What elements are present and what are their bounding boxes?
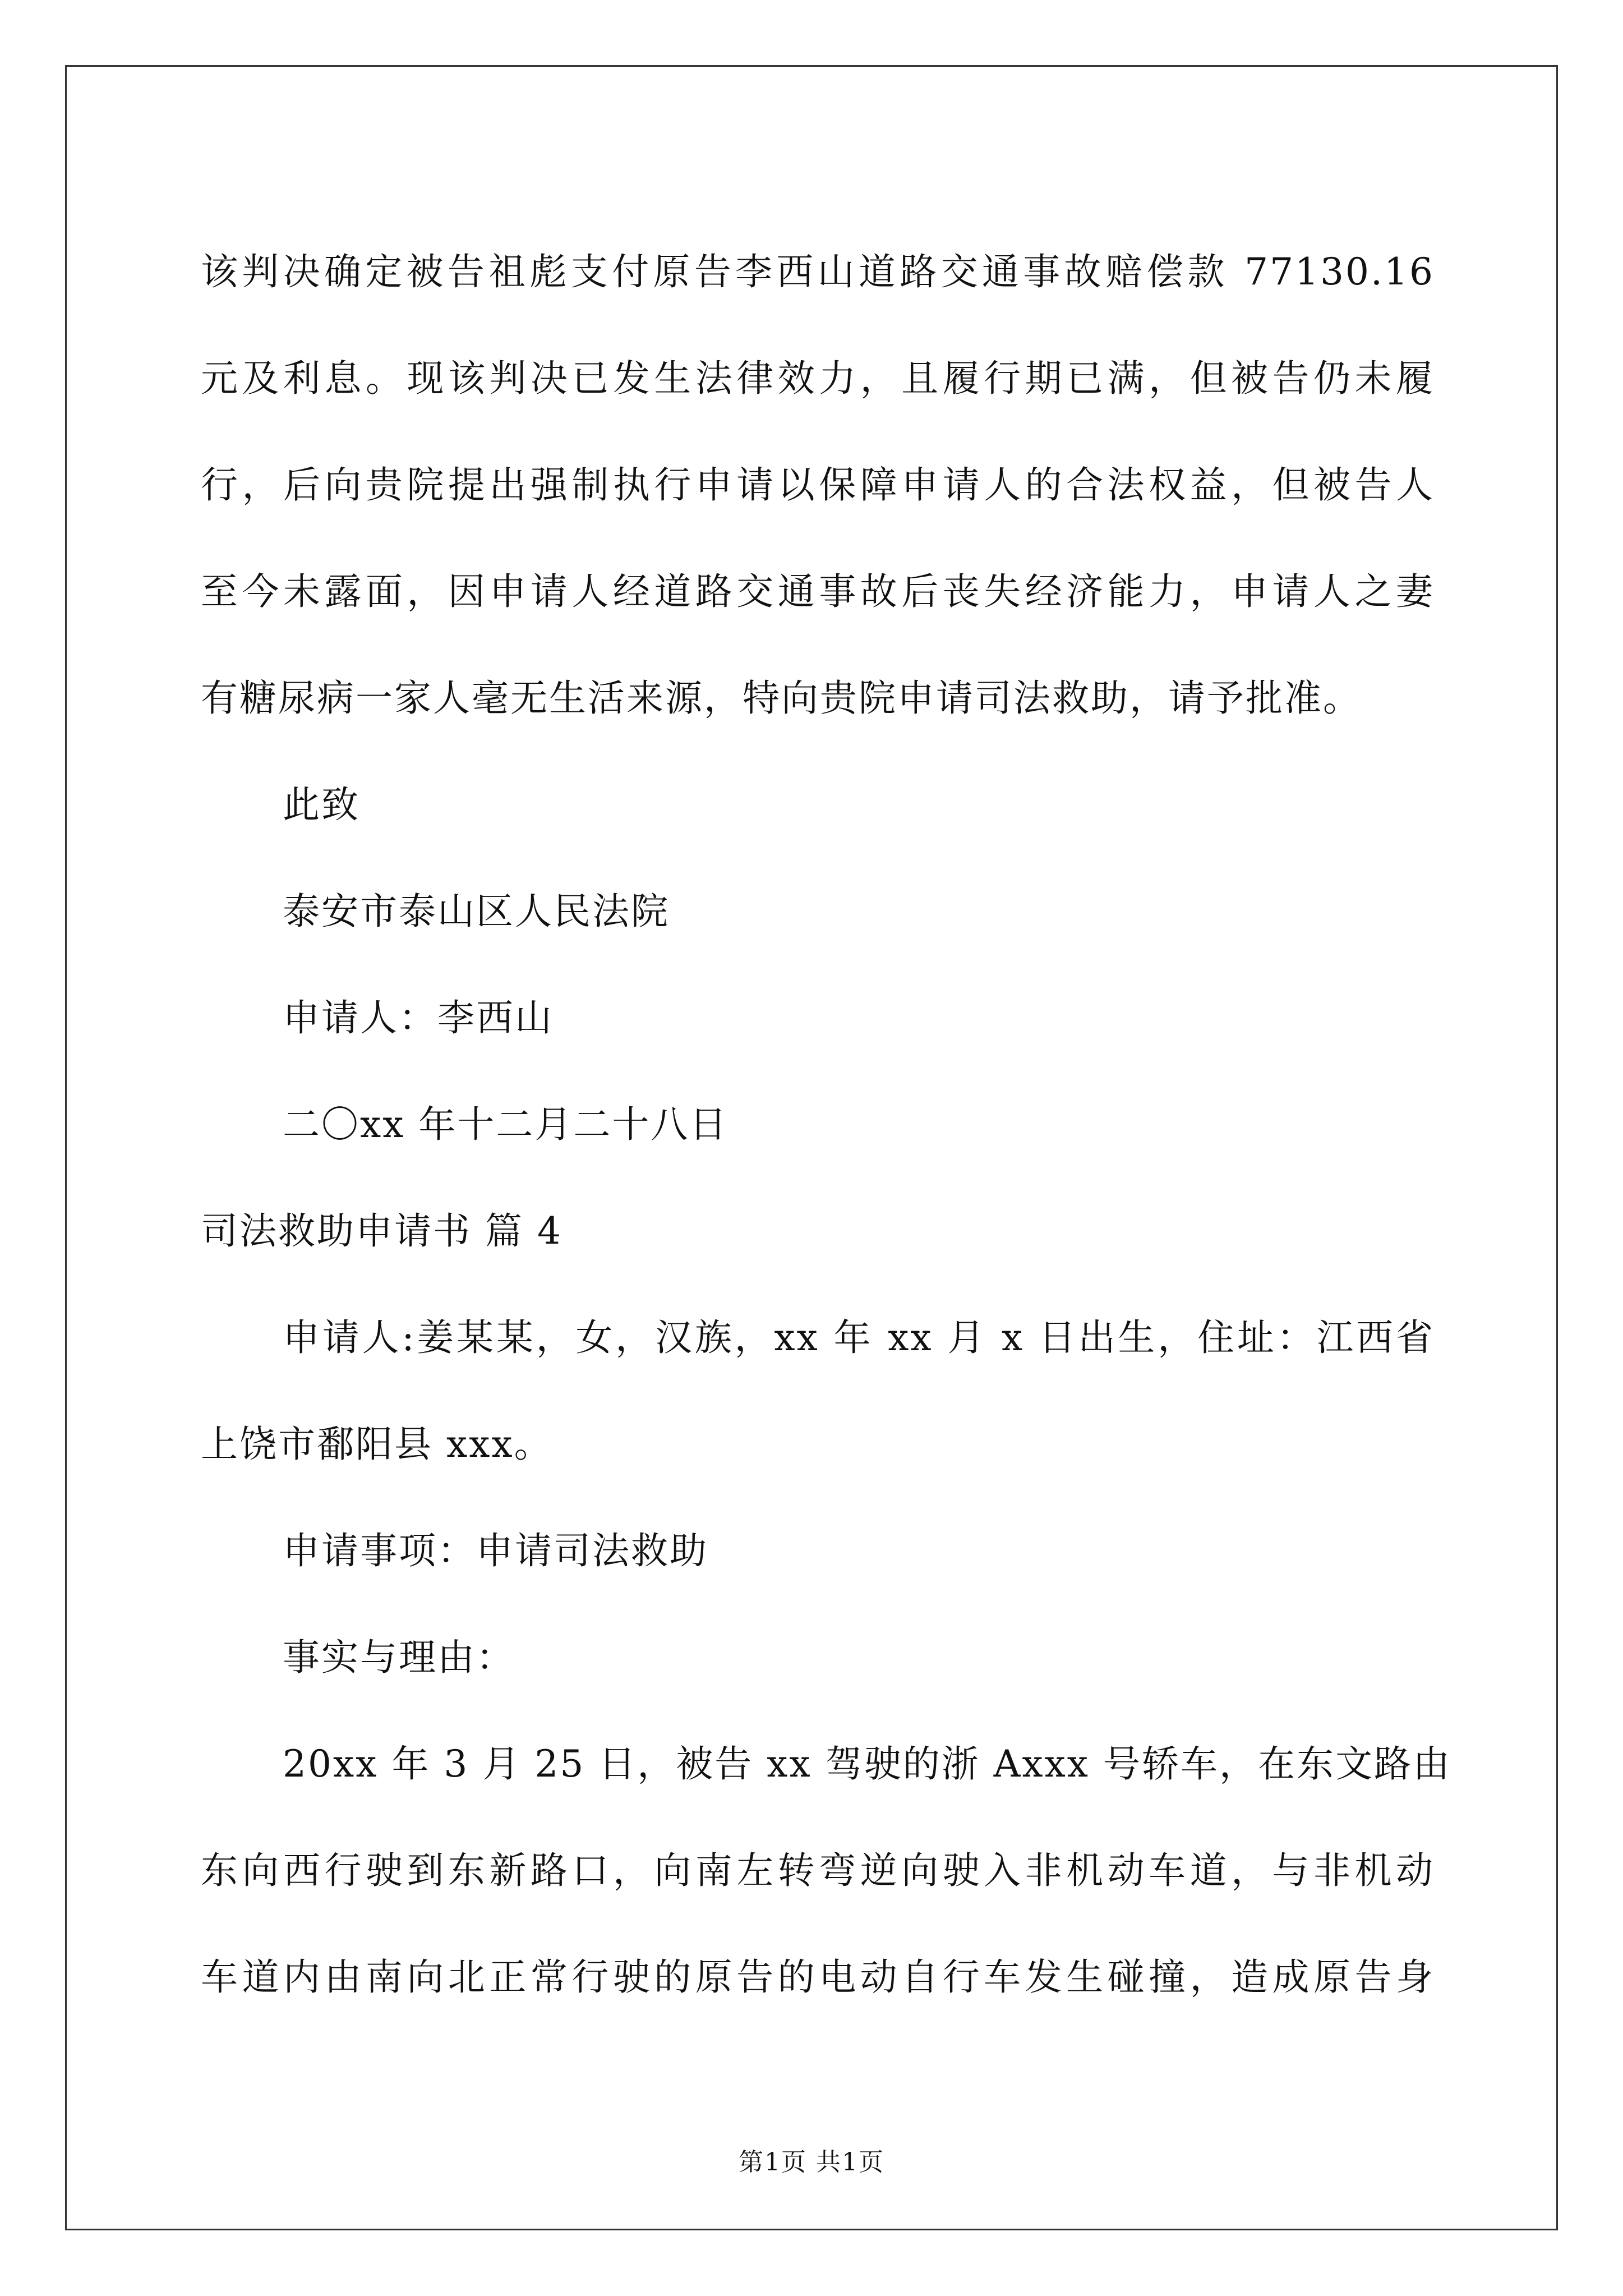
paragraph-line: 有糖尿病一家人毫无生活来源，特向贵院申请司法救助，请予批准。 — [201, 677, 1362, 720]
paragraph-line: 东向西行驶到东新路口，向南左转弯逆向驶入非机动车道，与非机动 — [201, 1849, 1435, 1892]
paragraph-line: 车道内由南向北正常行驶的原告的电动自行车发生碰撞，造成原告身 — [201, 1955, 1435, 1999]
request-item: 申请事项：申请司法救助 — [283, 1529, 708, 1572]
document-date: 二〇xx 年十二月二十八日 — [283, 1103, 728, 1146]
applicant-signature: 申请人：李西山 — [283, 996, 554, 1039]
paragraph-line: 至今未露面，因申请人经道路交通事故后丧失经济能力，申请人之妻 — [201, 570, 1435, 613]
section-heading: 司法救助申请书 篇 4 — [201, 1209, 562, 1253]
paragraph-line: 行，后向贵院提出强制执行申请以保障申请人的合法权益，但被告人 — [201, 463, 1435, 507]
document-body — [201, 219, 1451, 2031]
paragraph-line: 上饶市鄱阳县 xxx。 — [201, 1423, 553, 1466]
paragraph-line: 申请人:姜某某，女，汉族，xx 年 xx 月 x 日出生，住址：江西省 — [283, 1316, 1435, 1359]
page-footer: 第1页 共1页 — [739, 2148, 884, 2177]
paragraph-line: 元及利息。现该判决已发生法律效力，且履行期已满，但被告仍未履 — [201, 357, 1435, 400]
facts-heading: 事实与理由： — [283, 1636, 515, 1679]
paragraph-line: 该判决确定被告祖彪支付原告李西山道路交通事故赔偿款 77130.16 — [201, 250, 1435, 293]
salutation: 此致 — [283, 783, 360, 826]
paragraph-line: 20xx 年 3 月 25 日，被告 xx 驾驶的浙 Axxx 号轿车，在东文路由 — [283, 1742, 1451, 1786]
recipient-court: 泰安市泰山区人民法院 — [283, 890, 670, 933]
